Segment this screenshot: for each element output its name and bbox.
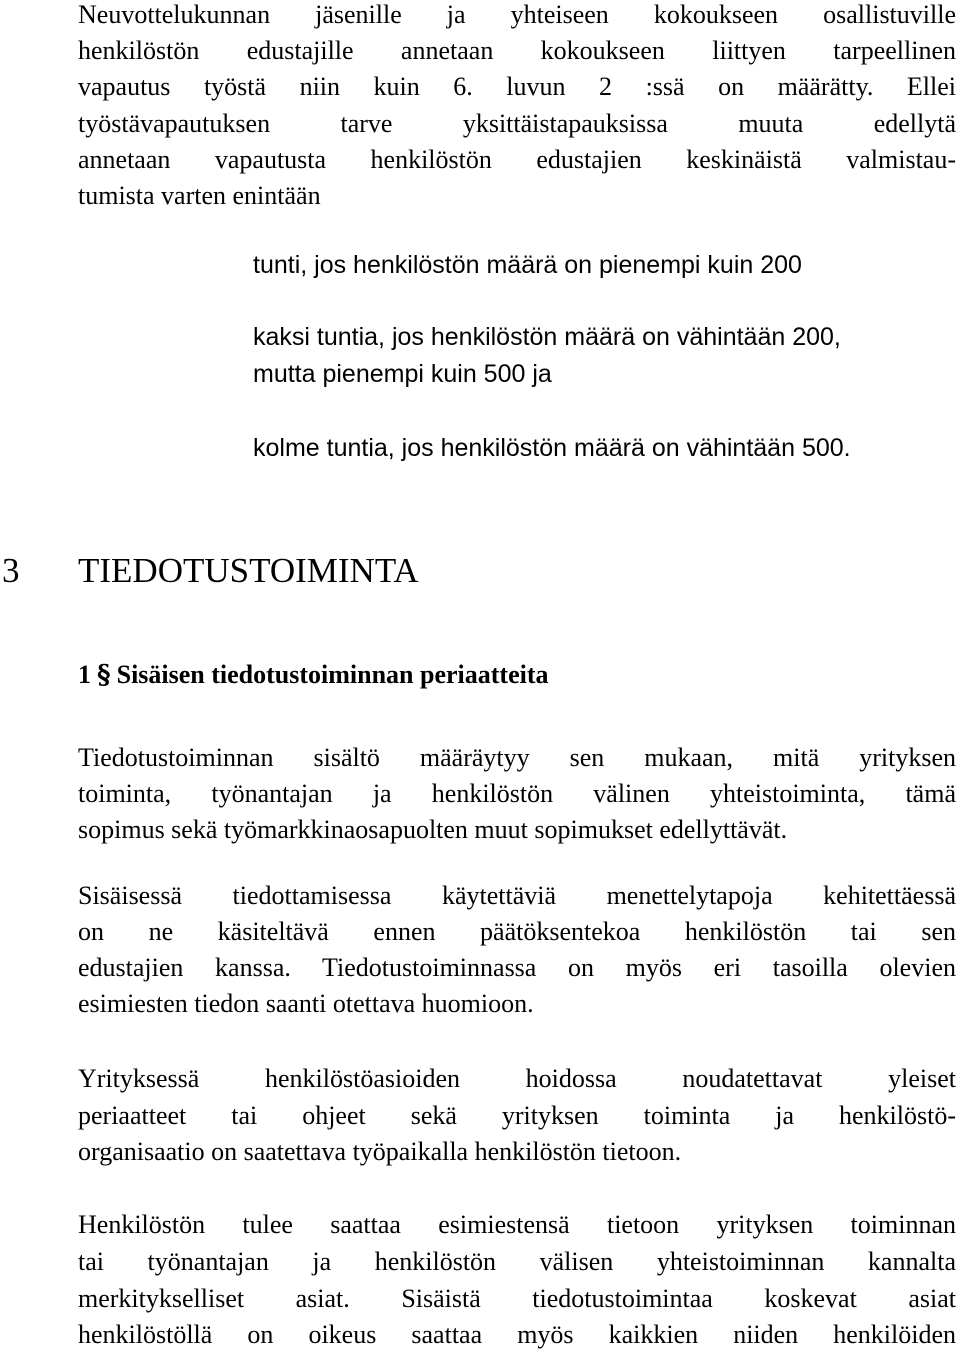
paragraph-line: Tiedotustoiminnan sisältö määräytyy sen mukaan, mitä yrityksen: [78, 743, 956, 772]
list-item: tunti, jos henkilöstön määrä on pienempi kuin 200: [253, 251, 802, 279]
paragraph-line: Yrityksessä henkilöstöasioiden hoidossa noudatettavat yleiset: [78, 1064, 956, 1093]
list-item-continuation: mutta pienempi kuin 500 ja: [253, 360, 552, 388]
subsection-title: Sisäisen tiedotustoiminnan periaatteita: [116, 660, 549, 689]
list-item: kaksi tuntia, jos henkilöstön määrä on vähintään 200,: [253, 323, 841, 351]
paragraph-line: tumista varten enintään: [78, 181, 321, 210]
paragraph-line: Sisäisessä tiedottamisessa käytettäviä menettelytapoja kehitettäessä: [78, 881, 956, 910]
section-title: TIEDOTUSTOIMINTA: [78, 551, 419, 590]
paragraph-line: työstävapautuksen tarve yksittäistapauksissa muuta edellytä: [78, 109, 956, 138]
subsection-heading: [78, 660, 549, 690]
section-number: 3: [2, 551, 20, 590]
paragraph-line: henkilöstöllä on oikeus saattaa myös kaikkien niiden henkilöiden: [78, 1320, 956, 1349]
paragraph-line: edustajien kanssa. Tiedotustoiminnassa on myös eri tasoilla olevien: [78, 953, 956, 982]
list-item: kolme tuntia, jos henkilöstön määrä on vähintään 500.: [253, 434, 851, 462]
paragraph-line: toiminta, työnantajan ja henkilöstön välinen yhteistoiminta, tämä: [78, 779, 956, 808]
paragraph-line: Henkilöstön tulee saattaa esimiestensä tietoon yrityksen toiminnan: [78, 1210, 956, 1239]
subsection-number: 1: [78, 660, 91, 689]
paragraph-line: Neuvottelukunnan jäsenille ja yhteiseen kokoukseen osallistuville: [78, 0, 956, 29]
paragraph-line: periaatteet tai ohjeet sekä yrityksen toiminta ja henkilöstö-: [78, 1101, 956, 1130]
paragraph-line: vapautus työstä niin kuin 6. luvun 2 :ssä on määrätty. Ellei: [78, 72, 956, 101]
section-sign-marker: §: [97, 660, 111, 690]
paragraph-line: annetaan vapautusta henkilöstön edustajien keskinäistä valmistau-: [78, 145, 956, 174]
paragraph-line: merkitykselliset asiat. Sisäistä tiedotustoimintaa koskevat asiat: [78, 1284, 956, 1313]
paragraph-line: henkilöstön edustajille annetaan kokoukseen liittyen tarpeellinen: [78, 36, 956, 65]
paragraph-line: tai työnantajan ja henkilöstön välisen yhteistoiminnan kannalta: [78, 1247, 956, 1276]
paragraph-line: organisaatio on saatettava työpaikalla henkilöstön tietoon.: [78, 1137, 682, 1166]
paragraph-line: sopimus sekä työmarkkinaosapuolten muut sopimukset edellyttävät.: [78, 815, 788, 844]
paragraph-line: esimiesten tiedon saanti otettava huomioon.: [78, 989, 534, 1018]
paragraph-line: on ne käsiteltävä ennen päätöksentekoa henkilöstön tai sen: [78, 917, 956, 946]
